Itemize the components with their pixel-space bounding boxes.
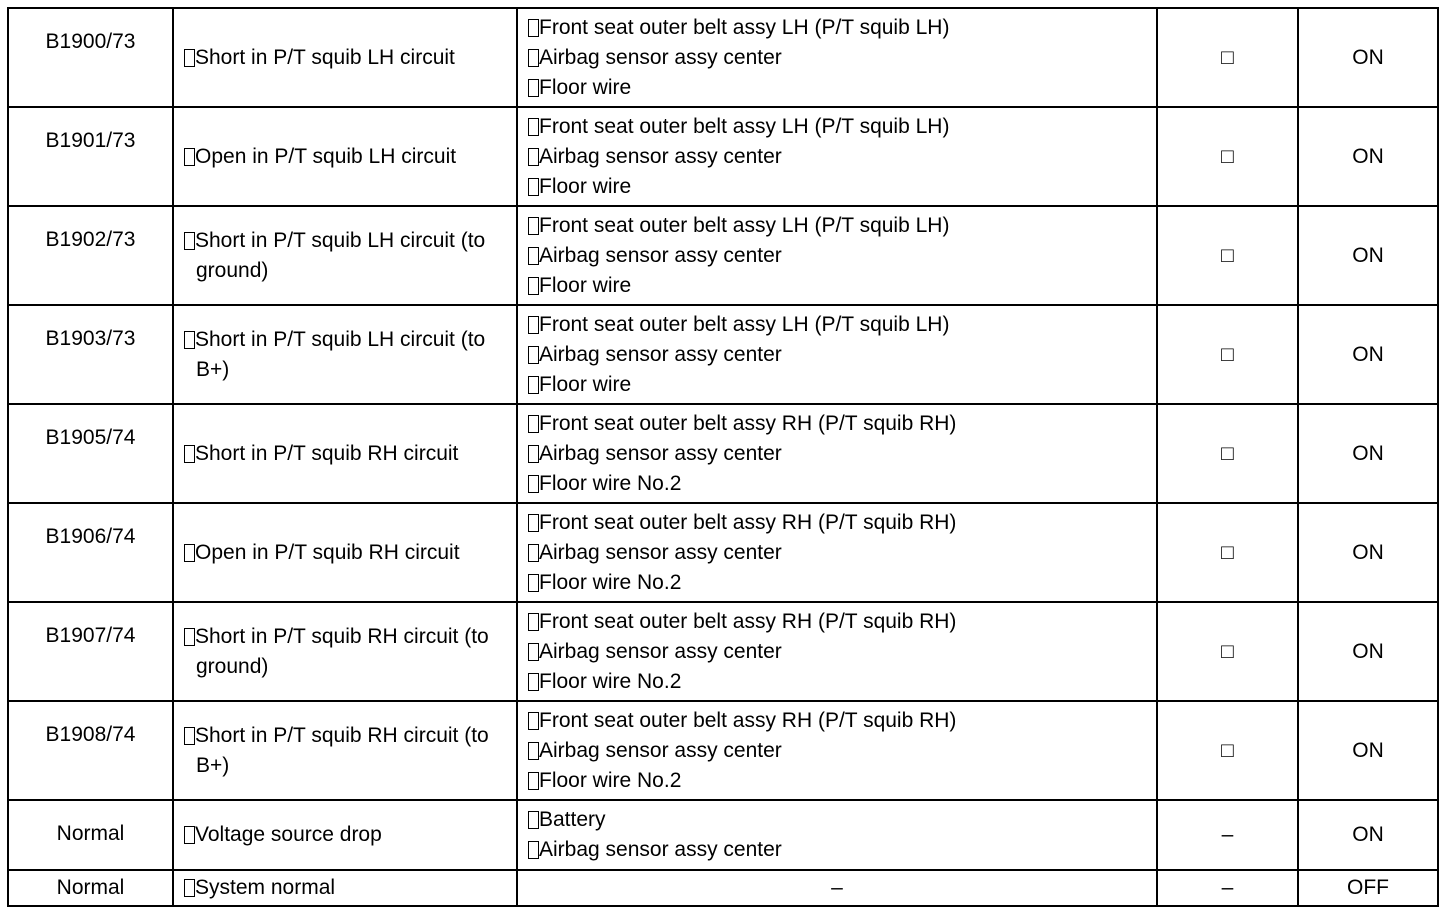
table-row [8,8,1438,107]
trouble-area-cell [517,602,1157,701]
warning-light-status: ON [1352,342,1384,366]
bullet-box-icon [528,445,539,463]
bullet-box-icon [528,613,539,631]
trouble-area-text: Airbag sensor assy center [539,243,782,267]
check-mark: – [1221,876,1234,899]
bullet-box-icon [184,331,195,349]
warning-light-cell [1298,305,1438,404]
trouble-area-item [528,607,1156,637]
warning-light-cell [1298,8,1438,107]
dtc-code-cell [8,8,173,107]
bullet-box-icon [184,826,195,844]
dtc-code: Normal [56,876,125,899]
trouble-area-item [528,568,1156,598]
bullet-box-icon [528,742,539,760]
check-cell [1157,701,1298,800]
detection-condition-cell [173,107,517,206]
bullet-box-icon [528,277,539,295]
warning-light-status: ON [1352,45,1384,69]
trouble-area-item [528,439,1156,469]
trouble-area-text: Floor wire No.2 [539,768,682,792]
check-cell [1157,206,1298,305]
trouble-area-text: Front seat outer belt assy RH (P/T squib RH) [539,510,957,534]
warning-light-cell [1298,503,1438,602]
trouble-area-text: Floor wire No.2 [539,669,682,693]
bullet-box-icon [528,841,539,859]
detection-condition-item [184,820,510,850]
trouble-area-item [528,538,1156,568]
trouble-area-cell [517,701,1157,800]
trouble-area-text: Airbag sensor assy center [539,45,782,69]
detection-condition-cell [173,602,517,701]
detection-condition-text: Voltage source drop [195,823,382,846]
check-mark: □ [1221,540,1234,564]
check-mark: □ [1221,144,1234,168]
detection-condition-cell [173,800,517,870]
trouble-area-cell [517,503,1157,602]
check-cell [1157,404,1298,503]
trouble-area-item [528,766,1156,796]
trouble-area-item [528,637,1156,667]
trouble-area-text: Floor wire [539,75,632,99]
trouble-area-text: Airbag sensor assy center [539,441,782,465]
detection-condition-cell [173,870,517,906]
trouble-area-item [528,736,1156,766]
trouble-area-item [528,469,1156,499]
trouble-area-item [528,667,1156,697]
detection-condition-item [184,226,510,286]
detection-condition-item [184,873,510,903]
check-mark: □ [1221,441,1234,465]
trouble-area-item [528,241,1156,271]
bullet-box-icon [528,247,539,265]
dtc-table-body [8,8,1438,906]
table-row [8,503,1438,602]
bullet-box-icon [184,879,195,897]
detection-condition-cell [173,701,517,800]
detection-condition-text: Short in P/T squib RH circuit (to ground) [195,624,489,678]
warning-light-cell [1298,870,1438,906]
trouble-area-cell [517,206,1157,305]
detection-condition-text: Short in P/T squib LH circuit [195,45,455,69]
check-mark: □ [1221,738,1234,762]
trouble-area-text: Front seat outer belt assy RH (P/T squib RH) [539,411,957,435]
bullet-box-icon [528,475,539,493]
bullet-box-icon [528,217,539,235]
trouble-area-text: Floor wire [539,174,632,198]
check-mark: □ [1221,342,1234,366]
bullet-box-icon [528,514,539,532]
detection-condition-text: Short in P/T squib LH circuit (to B+) [195,327,486,381]
bullet-box-icon [528,148,539,166]
check-mark: – [1221,823,1234,846]
warning-light-status: ON [1352,441,1384,465]
trouble-area-cell [517,870,1157,906]
table-row [8,305,1438,404]
trouble-area-item [528,508,1156,538]
dtc-code: B1908/74 [45,723,136,746]
check-cell [1157,602,1298,701]
bullet-box-icon [528,643,539,661]
trouble-area-item [528,805,1156,835]
trouble-area-item [528,706,1156,736]
trouble-area-text: Floor wire No.2 [539,570,682,594]
detection-condition-text: Open in P/T squib RH circuit [195,540,460,564]
trouble-area-text: Front seat outer belt assy LH (P/T squib LH) [539,114,950,138]
check-cell [1157,800,1298,870]
warning-light-status: ON [1352,243,1384,267]
bullet-box-icon [528,346,539,364]
trouble-area-none: – [831,876,843,899]
bullet-box-icon [184,148,195,166]
dtc-code-cell [8,305,173,404]
warning-light-cell [1298,107,1438,206]
bullet-box-icon [528,544,539,562]
dtc-code-cell [8,701,173,800]
warning-light-status: OFF [1347,876,1389,899]
trouble-area-item [528,43,1156,73]
dtc-code: B1907/74 [45,624,136,647]
dtc-code: B1902/73 [45,228,136,251]
trouble-area-text: Front seat outer belt assy LH (P/T squib LH) [539,213,950,237]
trouble-area-text: Front seat outer belt assy RH (P/T squib RH) [539,708,957,732]
detection-condition-item [184,721,510,781]
trouble-area-text: Floor wire [539,372,632,396]
dtc-code-cell [8,206,173,305]
trouble-area-text: Floor wire [539,273,632,297]
bullet-box-icon [528,79,539,97]
check-mark: □ [1221,639,1234,663]
trouble-area-item [528,370,1156,400]
warning-light-cell [1298,800,1438,870]
bullet-box-icon [528,712,539,730]
trouble-area-text: Airbag sensor assy center [539,540,782,564]
bullet-box-icon [184,49,195,67]
bullet-box-icon [184,232,195,250]
bullet-box-icon [528,811,539,829]
dtc-code: B1900/73 [45,30,136,53]
trouble-area-text: Battery [539,808,606,831]
bullet-box-icon [528,178,539,196]
detection-condition-cell [173,305,517,404]
trouble-area-text: Airbag sensor assy center [539,838,782,861]
detection-condition-text: System normal [195,876,336,899]
warning-light-cell [1298,404,1438,503]
warning-light-status: ON [1352,540,1384,564]
table-row [8,701,1438,800]
trouble-area-item [528,172,1156,202]
check-mark: □ [1221,243,1234,267]
trouble-area-item [528,271,1156,301]
trouble-area-item [528,835,1156,865]
trouble-area-item [528,142,1156,172]
trouble-area-text: Front seat outer belt assy LH (P/T squib LH) [539,15,950,39]
dtc-code: Normal [56,822,125,845]
trouble-area-text: Front seat outer belt assy LH (P/T squib LH) [539,312,950,336]
dtc-code-cell [8,404,173,503]
dtc-code: B1905/74 [45,426,136,449]
dtc-code: B1906/74 [45,525,136,548]
detection-condition-cell [173,503,517,602]
dtc-code: B1903/73 [45,327,136,350]
table-row [8,800,1438,870]
check-cell [1157,8,1298,107]
bullet-box-icon [184,544,195,562]
trouble-area-item [528,112,1156,142]
trouble-area-item [528,409,1156,439]
bullet-box-icon [184,727,195,745]
trouble-area-text: Airbag sensor assy center [539,342,782,366]
bullet-box-icon [528,49,539,67]
detection-condition-item [184,325,510,385]
check-mark: □ [1221,45,1234,69]
bullet-box-icon [528,316,539,334]
warning-light-status: ON [1352,738,1384,762]
trouble-area-item [528,211,1156,241]
check-cell [1157,503,1298,602]
detection-condition-item [184,538,510,568]
warning-light-cell [1298,701,1438,800]
detection-condition-text: Short in P/T squib RH circuit (to B+) [195,723,489,777]
table-row [8,870,1438,906]
check-cell [1157,305,1298,404]
warning-light-status: ON [1352,144,1384,168]
detection-condition-item [184,142,510,172]
bullet-box-icon [528,19,539,37]
trouble-area-item [528,73,1156,103]
trouble-area-text: Airbag sensor assy center [539,639,782,663]
trouble-area-cell [517,305,1157,404]
detection-condition-cell [173,8,517,107]
detection-condition-item [184,622,510,682]
trouble-area-text: Airbag sensor assy center [539,144,782,168]
dtc-table [7,7,1439,907]
trouble-area-cell [517,404,1157,503]
bullet-box-icon [528,772,539,790]
bullet-box-icon [528,673,539,691]
detection-condition-text: Open in P/T squib LH circuit [195,144,457,168]
dtc-code: B1901/73 [45,129,136,152]
detection-condition-item [184,43,510,73]
bullet-box-icon [528,415,539,433]
bullet-box-icon [184,628,195,646]
warning-light-cell [1298,206,1438,305]
trouble-area-item [528,13,1156,43]
table-row [8,602,1438,701]
bullet-box-icon [184,445,195,463]
warning-light-cell [1298,602,1438,701]
dtc-code-cell [8,602,173,701]
detection-condition-text: Short in P/T squib LH circuit (to ground) [195,228,486,282]
table-row [8,107,1438,206]
trouble-area-item [528,340,1156,370]
detection-condition-text: Short in P/T squib RH circuit [195,441,459,465]
trouble-area-cell [517,107,1157,206]
table-row [8,404,1438,503]
bullet-box-icon [528,376,539,394]
dtc-code-cell [8,870,173,906]
detection-condition-cell [173,404,517,503]
dtc-code-cell [8,107,173,206]
bullet-box-icon [528,574,539,592]
warning-light-status: ON [1352,823,1384,846]
detection-condition-cell [173,206,517,305]
check-cell [1157,107,1298,206]
bullet-box-icon [528,118,539,136]
trouble-area-text: Floor wire No.2 [539,471,682,495]
warning-light-status: ON [1352,639,1384,663]
dtc-code-cell [8,800,173,870]
trouble-area-cell [517,800,1157,870]
trouble-area-text: Airbag sensor assy center [539,738,782,762]
table-row [8,206,1438,305]
detection-condition-item [184,439,510,469]
check-cell [1157,870,1298,906]
dtc-code-cell [8,503,173,602]
trouble-area-item [528,310,1156,340]
trouble-area-cell [517,8,1157,107]
trouble-area-text: Front seat outer belt assy RH (P/T squib RH) [539,609,957,633]
